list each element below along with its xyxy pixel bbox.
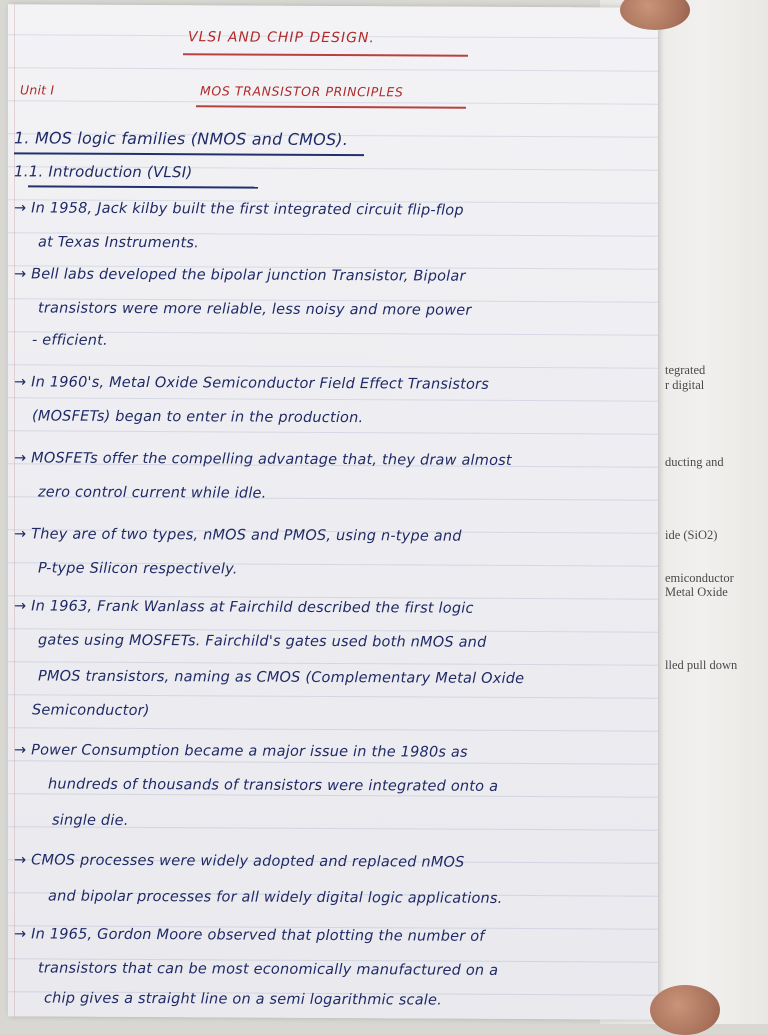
title-underline (183, 53, 468, 56)
subsection-underline (28, 185, 258, 188)
page-title: VLSI AND CHIP DESIGN. (188, 29, 375, 47)
notebook-page (8, 4, 658, 1019)
section-underline (14, 152, 364, 155)
back-page-text: emiconductor (665, 571, 734, 585)
note-line: - efficient. (32, 332, 108, 349)
note-line: → In 1958, Jack kilby built the first integrated circuit flip-flop (14, 200, 464, 219)
subsection-heading: 1.1. Introduction (VLSI) (14, 162, 193, 182)
subtitle-underline (196, 105, 466, 108)
note-line: (MOSFETs) began to enter in the production. (32, 408, 364, 427)
finger-bottom (650, 985, 720, 1035)
section-heading: 1. MOS logic families (NMOS and CMOS). (14, 128, 349, 150)
note-line: → MOSFETs offer the compelling advantage that, they draw almost (14, 450, 512, 469)
back-page-text: lled pull down (665, 658, 738, 672)
note-line: chip gives a straight line on a semi logarithmic scale. (44, 990, 442, 1009)
back-page-text: ducting and (665, 455, 724, 469)
note-line: Semiconductor) (32, 702, 150, 720)
back-page-text: r digital (665, 378, 705, 392)
note-line: at Texas Instruments. (38, 234, 199, 252)
note-line: PMOS transistors, naming as CMOS (Complementary Metal Oxide (38, 668, 525, 688)
note-line: gates using MOSFETs. Fairchild's gates used both nMOS and (38, 632, 487, 651)
note-line: single die. (52, 812, 129, 829)
note-line: → They are of two types, nMOS and PMOS, using n-type and (14, 526, 462, 545)
note-line: hundreds of thousands of transistors were integrated onto a (48, 776, 499, 795)
note-line: and bipolar processes for all widely digital logic applications. (48, 888, 503, 907)
back-page-text: tegrated (665, 363, 706, 377)
ruled-line (8, 100, 658, 104)
note-line: zero control current while idle. (38, 484, 267, 502)
unit-subtitle: MOS TRANSISTOR PRINCIPLES (200, 83, 404, 100)
ruled-line (8, 760, 658, 764)
note-line: → Bell labs developed the bipolar junction Transistor, Bipolar (14, 266, 466, 285)
note-line: transistors that can be most economically manufactured on a (38, 960, 499, 979)
back-page-text: ide (SiO2) (665, 528, 718, 542)
note-line: → In 1960's, Metal Oxide Semiconductor Field Effect Transistors (14, 374, 489, 393)
unit-label: Unit I (20, 82, 55, 98)
note-line: transistors were more reliable, less noisy and more power (38, 300, 472, 319)
note-line: P-type Silicon respectively. (38, 560, 238, 578)
ruled-line (8, 661, 658, 665)
note-line: → In 1963, Frank Wanlass at Fairchild described the first logic (14, 598, 474, 617)
note-line: → CMOS processes were widely adopted and replaced nMOS (14, 852, 465, 871)
ruled-line (8, 397, 658, 401)
back-page-text: Metal Oxide (665, 585, 728, 599)
ruled-line (8, 430, 658, 434)
note-line: → In 1965, Gordon Moore observed that plotting the number of (14, 926, 485, 945)
ruled-line (8, 364, 658, 368)
ruled-line (8, 67, 658, 71)
ruled-line (8, 694, 658, 698)
note-line: → Power Consumption became a major issue in the 1980s as (14, 742, 468, 761)
ruled-line (8, 727, 658, 731)
